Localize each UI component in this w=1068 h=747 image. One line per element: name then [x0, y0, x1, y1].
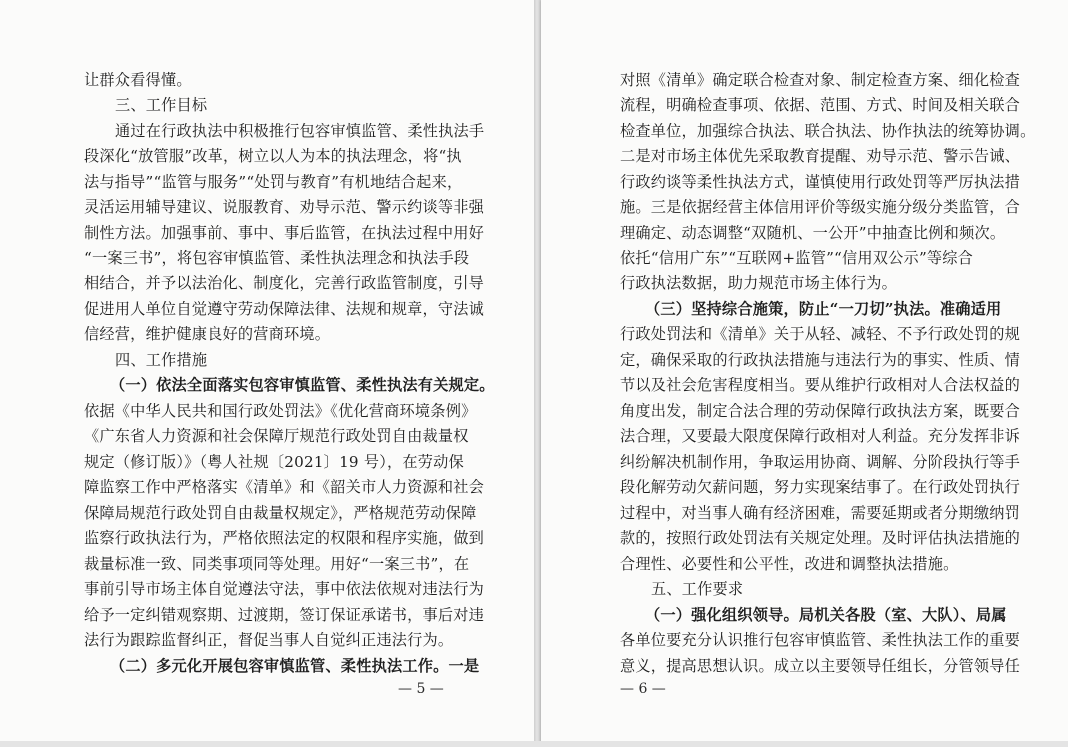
text-line: 二是对市场主体优先采取教育提醒、劝导示范、警示告诫、 [620, 147, 1021, 165]
text-line: 行政处罚法和《清单》关于从轻、减轻、不予行政处罚的规 [620, 325, 1021, 343]
text-line: 法与指导”“监管与服务”“处罚与教育”有机地结合起来， [84, 173, 463, 191]
text-line: 通过在行政执法中积极推行包容审慎监管、柔性执法手 [115, 122, 485, 140]
bottom-edge [0, 741, 1068, 747]
text-line: 依据《中华人民共和国行政处罚法》《优化营商环境条例》 [84, 402, 477, 420]
text-line: 灵活运用辅导建议、说服教育、劝导示范、警示约谈等非强 [84, 198, 485, 216]
text-line: 检查单位，加强综合执法、联合执法、协作执法的统筹协调。 [620, 122, 1036, 140]
text-line: 流程，明确检查事项、依据、范围、方式、时间及相关联合 [620, 96, 1021, 114]
text-line: 角度出发，制定合法合理的劳动保障行政执法方案，既要合 [620, 402, 1021, 420]
text-line: 依托“信用广东”“互联网+监管”“信用双公示”等综合 [620, 249, 974, 267]
subsection-heading: （三）坚持综合施策，防止“一刀切”执法。准确适用 [645, 300, 1002, 318]
subsection-heading: （二）多元化开展包容审慎监管、柔性执法工作。一是 [110, 657, 480, 675]
text-line: 给予一定纠错观察期、过渡期，签订保证承诺书，事后对违 [84, 606, 485, 624]
text-line: 事前引导市场主体自觉遵法守法，事中依法依规对违法行为 [84, 580, 485, 598]
text-line: 合理性、必要性和公平性，改进和调整执法措施。 [620, 555, 959, 573]
text-line: 过程中，对当事人确有经济困难，需要延期或者分期缴纳罚 [620, 504, 1021, 522]
page-number: — 6 — [620, 681, 666, 697]
text-line: 段深化“放管服”改革，树立以人为本的执法理念，将“执 [84, 147, 462, 165]
text-line: 裁量标准一致、同类事项同等处理。用好“一案三书”，在 [84, 555, 470, 573]
section-heading: 三、工作目标 [115, 96, 208, 114]
text-line: 行政约谈等柔性执法方式，谨慎使用行政处罚等严厉执法措 [620, 173, 1021, 191]
section-heading: 四、工作措施 [115, 351, 208, 369]
text-line: 各单位要充分认识推行包容审慎监管、柔性执法工作的重要 [620, 631, 1021, 649]
text-line: 相结合，并予以法治化、制度化，完善行政监管制度，引导 [84, 274, 485, 292]
section-heading: 五、工作要求 [651, 580, 744, 598]
page-6 [541, 0, 1068, 747]
text-line: 施。三是依据经营主体信用评价等级实施分级分类监管，合 [620, 198, 1021, 216]
text-line: 监察行政执法行为，严格依照法定的权限和程序实施，做到 [84, 529, 485, 547]
text-line: 保障局规范行政处罚自由裁量权规定》，严格规范劳动保障 [84, 504, 477, 522]
text-line: “一案三书”，将包容审慎监管、柔性执法理念和执法手段 [84, 249, 470, 267]
text-line: 促进用人单位自觉遵守劳动保障法律、法规和规章，守法诚 [84, 300, 485, 318]
text-line: 《广东省人力资源和社会保障厅规范行政处罚自由裁量权 [84, 427, 469, 445]
page-gutter [534, 0, 541, 747]
text-line: 对照《清单》确定联合检查对象、制定检查方案、细化检查 [620, 71, 1021, 89]
text-line: 理确定、动态调整“双随机、一公开”中抽查比例和频次。 [620, 224, 1006, 242]
text-line: 法合理，又要最大限度保障行政相对人利益。充分发挥非诉 [620, 427, 1021, 445]
text-line: 节以及社会危害程度相当。要从维护行政相对人合法权益的 [620, 376, 1021, 394]
text-line: 让群众看得懂。 [84, 71, 192, 89]
text-line: 规定（修订版）》（粤人社规〔2021〕19 号），在劳动保 [84, 453, 464, 471]
page-number: — 5 — [398, 681, 444, 697]
subsection-heading: （一）依法全面落实包容审慎监管、柔性执法有关规定。 [110, 376, 495, 394]
text-line: 意义，提高思想认识。成立以主要领导任组长，分管领导任 [620, 657, 1021, 675]
text-line: 纠纷解决机制作用，争取运用协商、调解、分阶段执行等手 [620, 453, 1021, 471]
text-line: 行政执法数据，助力规范市场主体行为。 [620, 274, 897, 292]
text-line: 法行为跟踪监督纠正，督促当事人自觉纠正违法行为。 [84, 631, 454, 649]
text-line: 款的，按照行政处罚法有关规定处理。及时评估执法措施的 [620, 529, 1021, 547]
text-line: 制性方法。加强事前、事中、事后监管，在执法过程中用好 [84, 224, 485, 242]
text-line: 定，确保采取的行政执法措施与违法行为的事实、性质、情 [620, 351, 1021, 369]
text-line: 段化解劳动欠薪问题，努力实现案结事了。在行政处罚执行 [620, 478, 1021, 496]
text-line: 信经营，维护健康良好的营商环境。 [84, 325, 331, 343]
text-line: 障监察工作中严格落实《清单》和《韶关市人力资源和社会 [84, 478, 485, 496]
subsection-heading: （一）强化组织领导。局机关各股（室、大队）、局属 [645, 606, 1007, 624]
